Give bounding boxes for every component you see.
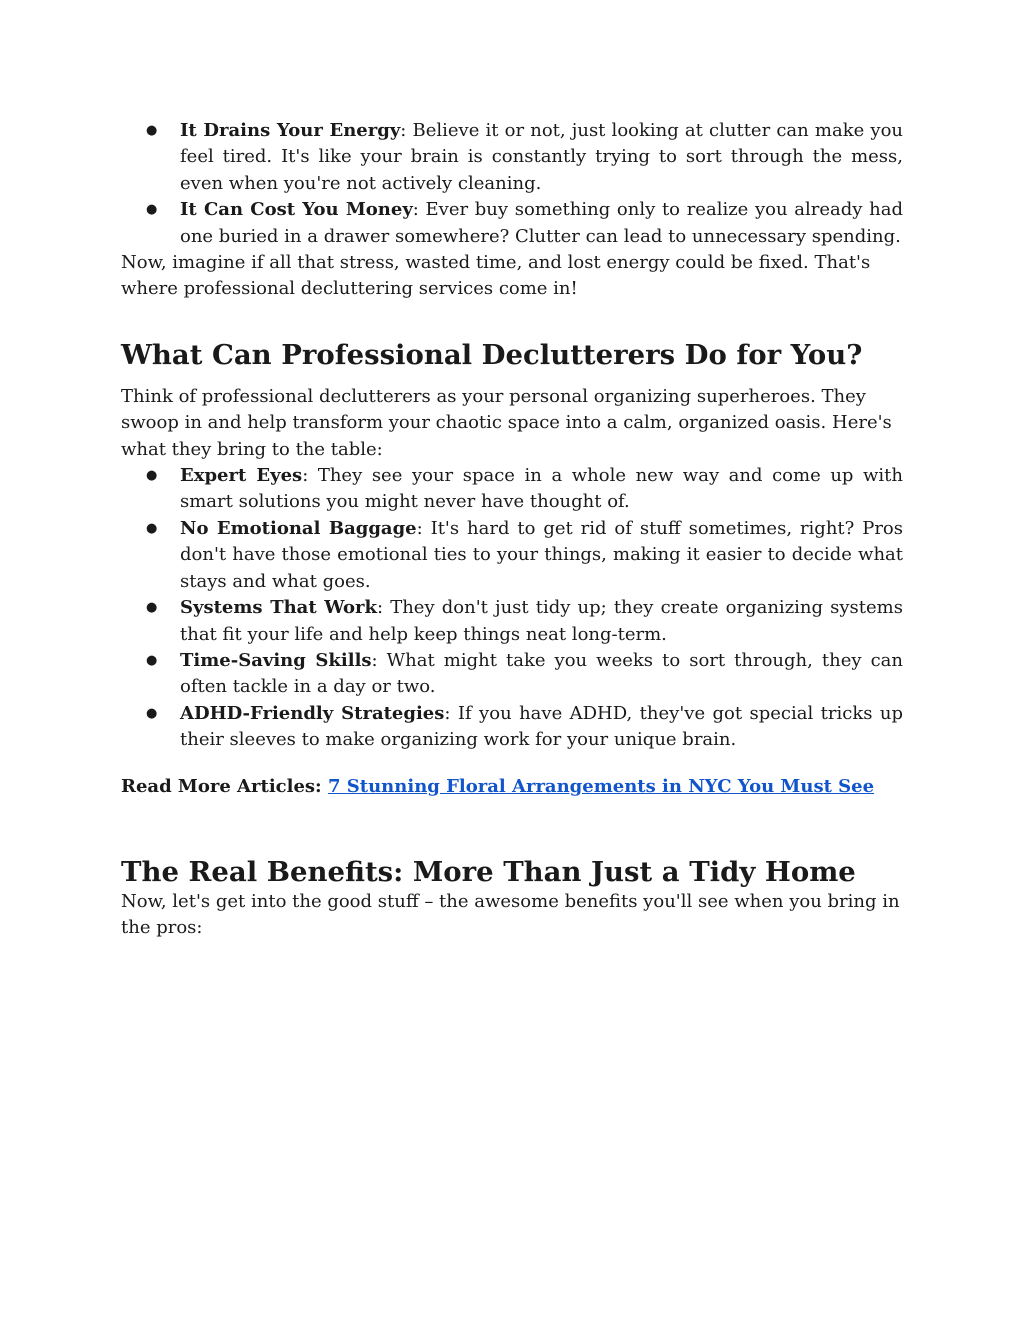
bullet-icon: ● xyxy=(146,600,158,616)
list-item xyxy=(146,118,903,197)
list-item xyxy=(146,197,903,250)
section-paragraph-benefits: Now, let's get into the good stuff – the awesome benefits you'll see when you bring in the pros: xyxy=(121,890,900,939)
bullet-text: : They see your space in a whole new way and come up with smart solutions you might never have thought of. xyxy=(180,465,904,513)
read-more-label: Read More Articles: xyxy=(121,775,322,797)
section-heading-benefits: The Real Benefits: More Than Just a Tidy Home xyxy=(121,855,856,888)
bullet-text: : If you have ADHD, they've got special tricks up their sleeves to make organizing work for your unique brain. xyxy=(180,702,903,751)
declutterer-bullet-list xyxy=(121,463,903,753)
bullet-title: Time-Saving Skills xyxy=(180,649,372,671)
bullet-text: : They don't just tidy up; they create organizing systems that fit your life and help keep things neat long-term. xyxy=(180,597,903,645)
section-paragraph-declutterers: Think of professional declutterers as your personal organizing superheroes. They swoop in and help transform your chaotic space into a calm, organized oasis. Here's what they bring to the table: xyxy=(121,385,892,460)
bullet-text: : What might take you weeks to sort through, they can often tackle in a day or two. xyxy=(180,649,903,698)
list-item xyxy=(146,463,904,516)
bullet-icon: ● xyxy=(146,468,158,484)
bullet-title: Expert Eyes xyxy=(180,465,303,487)
list-item xyxy=(146,516,903,595)
read-more-article-link[interactable]: 7 Stunning Floral Arrangements in NYC You Must See xyxy=(327,775,875,797)
bullet-text: : Ever buy something only to realize you already had one buried in a drawer somewhere? Clutter can lead to unnecessary spending. xyxy=(180,199,903,247)
document-page xyxy=(121,118,903,942)
bullet-icon: ● xyxy=(146,652,158,668)
bullet-title: ADHD-Friendly Strategies xyxy=(180,702,445,724)
bullet-text: : It's hard to get rid of stuff sometimes, right? Pros don't have those emotional ties to your things, making it easier to decide what stays and what goes. xyxy=(180,517,903,592)
bullet-icon: ● xyxy=(146,202,158,218)
bullet-title: It Drains Your Energy xyxy=(180,120,401,141)
list-item xyxy=(146,648,903,701)
section-heading-declutterers: What Can Professional Declutterers Do for You? xyxy=(121,338,863,371)
bullet-title: Systems That Work xyxy=(180,597,378,619)
bullet-title: It Can Cost You Money xyxy=(180,199,413,221)
read-more-line xyxy=(121,774,903,800)
bullet-icon: ● xyxy=(146,123,158,138)
intro-closing-paragraph: Now, imagine if all that stress, wasted time, and lost energy could be fixed. That's where professional decluttering services come in! xyxy=(121,252,871,300)
intro-bullet-list xyxy=(121,118,903,250)
list-item xyxy=(146,595,903,648)
list-item xyxy=(146,701,903,754)
bullet-icon: ● xyxy=(146,705,158,721)
bullet-text: : Believe it or not, just looking at clutter can make you feel tired. It's like your brain is constantly trying to sort through the mess, even when you're not actively cleaning. xyxy=(180,120,903,194)
bullet-title: No Emotional Baggage xyxy=(180,517,417,539)
bullet-icon: ● xyxy=(146,520,158,536)
